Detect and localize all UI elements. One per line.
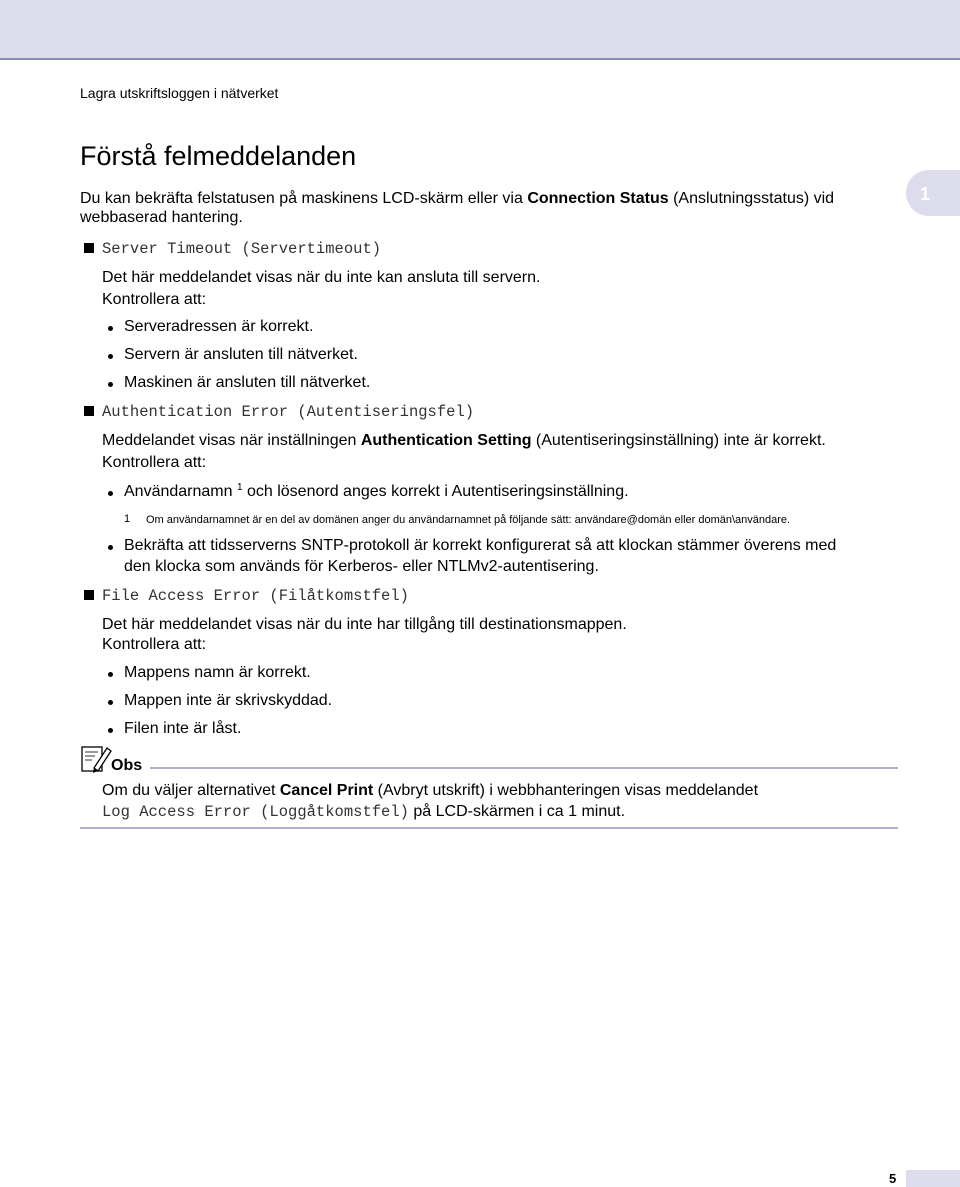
note-label: Obs — [111, 757, 143, 774]
section-description: Det här meddelandet visas när du inte har tillgång till destinationsmappen. — [102, 616, 627, 633]
list-item: Mappen inte är skrivskyddad. — [124, 692, 333, 709]
note-top-rule — [150, 767, 898, 769]
list-item: Filen inte är låst. — [124, 720, 242, 737]
list-item-line-1: Bekräfta att tidsserverns SNTP-protokoll är korrekt konfigurerat så att klockan stämmer överens med — [124, 537, 837, 554]
section-description: Meddelandet visas när inställningen Authentication Setting (Autentiseringsinställning) inte är korrekt. — [102, 432, 826, 449]
section-description: Det här meddelandet visas när du inte kan ansluta till servern. — [102, 269, 541, 286]
bullet-dot-icon — [108, 672, 113, 677]
check-label: Kontrollera att: — [102, 291, 207, 308]
note-pencil-icon — [80, 744, 112, 774]
list-item: Användarnamn $^1$ och lösenord anges korrekt i Autentiseringsinställning. — [124, 482, 629, 500]
bullet-dot-icon — [108, 545, 113, 550]
intro-line-2: webbaserad hantering. — [80, 209, 243, 226]
square-bullet-icon — [84, 243, 94, 253]
square-bullet-icon — [84, 590, 94, 600]
bullet-dot-icon — [108, 700, 113, 705]
footnote-text: Om användarnamnet är en del av domänen anger du användarnamnet på följande sätt: användare@domän eller domän\användare. — [146, 514, 791, 526]
page-title: Förstå felmeddelanden — [80, 141, 357, 171]
footnote-ref: 1 — [236, 482, 243, 493]
note-line-2: Log Access Error (Loggåtkomstfel) på LCD-skärmen i ca 1 minut. — [102, 803, 626, 821]
section-heading-server-timeout: Server Timeout (Servertimeout) — [102, 240, 382, 258]
page-number: 5 — [889, 1171, 897, 1186]
list-item-line-2: den klocka som används för Kerberos- eller NTLMv2-autentisering. — [124, 558, 599, 575]
chapter-tab — [906, 170, 960, 216]
section-heading-file-access-error: File Access Error (Filåtkomstfel) — [102, 587, 409, 605]
intro-line-1: Du kan bekräfta felstatusen på maskinens LCD-skärm eller via Connection Status (Anslutningsstatus) vid — [80, 190, 835, 207]
header-band — [0, 0, 960, 58]
bullet-dot-icon — [108, 728, 113, 733]
page-number-tab — [906, 1170, 960, 1187]
list-item: Mappens namn är korrekt. — [124, 664, 311, 681]
list-item: Serveradressen är korrekt. — [124, 318, 314, 335]
bullet-dot-icon — [108, 354, 113, 359]
note-line-1: Om du väljer alternativet Cancel Print (Avbryt utskrift) i webbhanteringen visas meddelandet — [102, 782, 759, 799]
breadcrumb: Lagra utskriftsloggen i nätverket — [80, 85, 279, 101]
square-bullet-icon — [84, 406, 94, 416]
list-item: Maskinen är ansluten till nätverket. — [124, 374, 371, 391]
bullet-dot-icon — [108, 326, 113, 331]
note-bottom-rule — [80, 827, 898, 829]
header-rule — [0, 58, 960, 60]
footnote-number: 1 — [124, 513, 131, 525]
bullet-dot-icon — [108, 382, 113, 387]
section-heading-authentication-error: Authentication Error (Autentiseringsfel) — [102, 403, 475, 421]
list-item: Servern är ansluten till nätverket. — [124, 346, 358, 363]
check-label: Kontrollera att: — [102, 454, 207, 471]
check-label: Kontrollera att: — [102, 636, 207, 653]
bullet-dot-icon — [108, 491, 113, 496]
chapter-number: 1 — [920, 184, 931, 204]
